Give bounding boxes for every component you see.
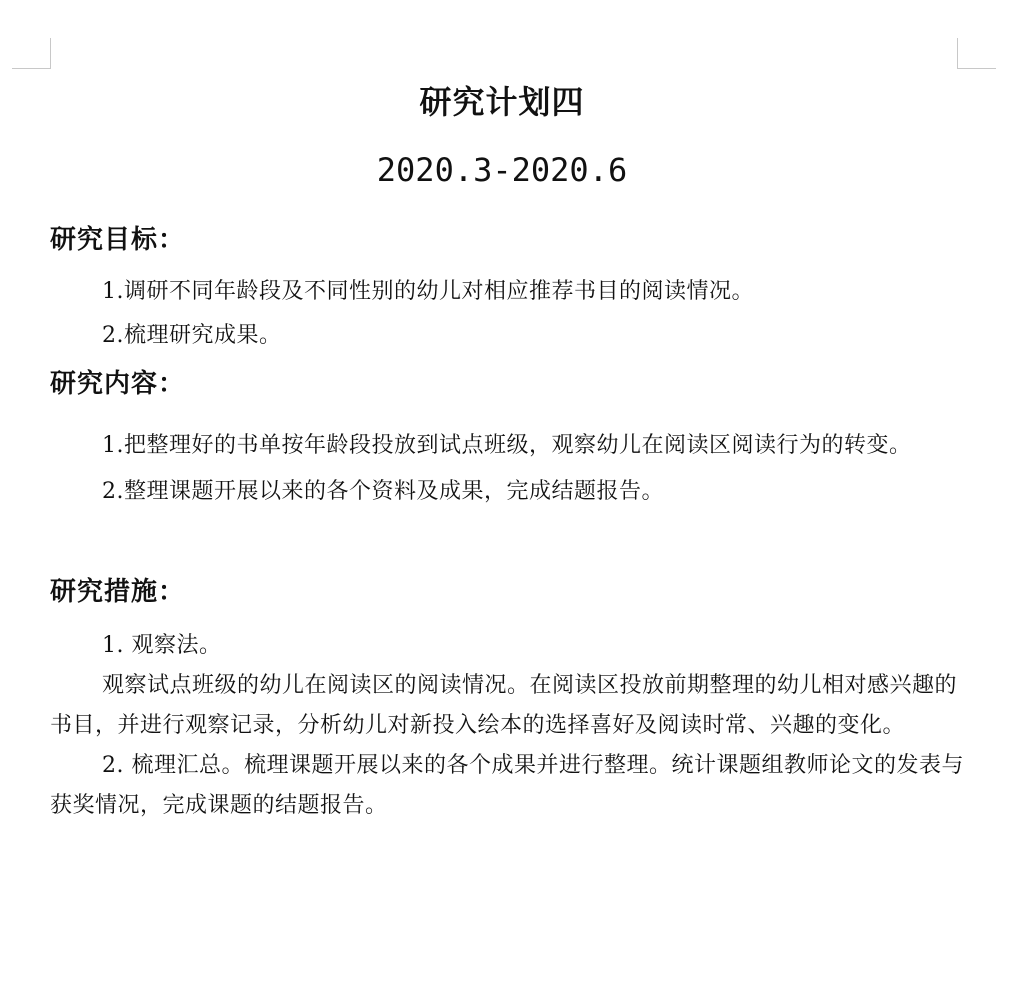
paragraph: 2. 梳理汇总。梳理课题开展以来的各个成果并进行整理。统计课题组教师论文的发表与获奖情况，完成课题的结题报告。 [50,753,964,818]
paragraph: 观察试点班级的幼儿在阅读区的阅读情况。在阅读区投放前期整理的幼儿相对感兴趣的书目，并进行观察记录，分析幼儿对新投入绘本的选择喜好及阅读时常、兴趣的变化。 [50,673,958,738]
paragraph: 2.整理课题开展以来的各个资料及成果，完成结题报告。 [102,479,664,504]
section-heading-goals: 研究目标： [50,225,186,255]
section-heading-content: 研究内容： [50,369,186,399]
crop-mark-top-right [957,38,996,69]
section-heading-measures: 研究措施： [50,577,186,607]
crop-mark-top-left [12,38,51,69]
document-title: 研究计划四 [419,83,585,121]
document-body [50,218,970,826]
paragraph: 1.把整理好的书单按年龄段投放到试点班级，观察幼儿在阅读区阅读行为的转变。 [102,433,912,458]
date-range: 2020.3-2020.6 [376,151,628,189]
paragraph: 1.调研不同年龄段及不同性别的幼儿对相应推荐书目的阅读情况。 [102,279,754,304]
paragraph: 2.梳理研究成果。 [102,323,282,348]
paragraph: 1. 观察法。 [102,633,222,658]
